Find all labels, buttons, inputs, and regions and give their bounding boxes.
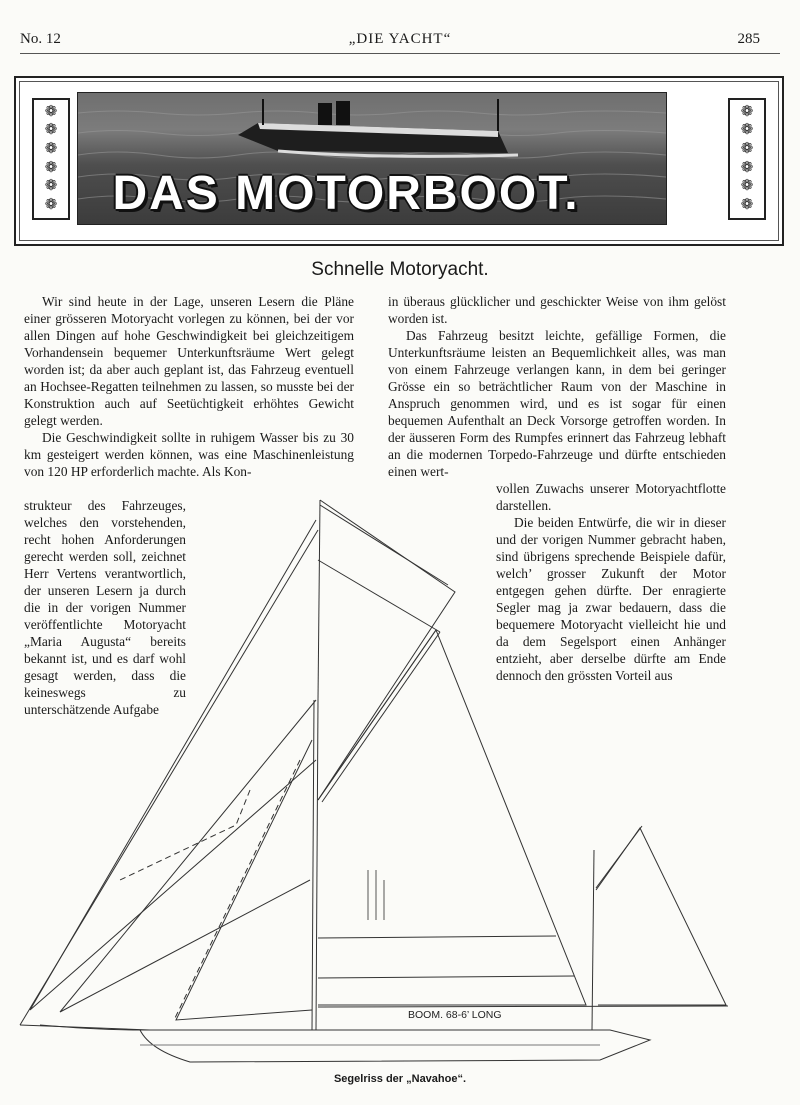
- boom: [318, 1006, 728, 1007]
- paragraph: Das Fahrzeug besitzt leichte, gefällige Formen, die Unterkunftsräume leisten an Bequemlichkeit alles, was man von einem Fahrzeuge verlangen kann, in dem bei geringer Grösse ein so beträchtlicher Raum von der Maschine in Anspruch genommen wird, und es ist sogar für einen bequemen Aufenthalt an Deck Vorsorge getroffen worden. In der äusseren Form des Rumpfes erinnert das Fahrzeug lebhaft an die modernen Torpedo-Fahrzeuge und dürfte entschieden einen wert-: [388, 328, 726, 479]
- banner-title: DAS MOTORBOOT.: [112, 167, 580, 220]
- hull-outline: [40, 1025, 650, 1062]
- mizzen-mast: [592, 850, 594, 1030]
- article-headline: Schnelle Motoryacht.: [311, 259, 489, 280]
- bowsprit: [20, 1025, 150, 1030]
- paragraph: in überaus glücklicher und geschickter Weise von ihm gelöst worden ist.: [388, 294, 726, 326]
- right-ornament: ❁ ❁ ❁ ❁ ❁ ❁: [728, 98, 766, 220]
- left-ornament: ❁ ❁ ❁ ❁ ❁ ❁: [32, 98, 70, 220]
- paragraph: vollen Zuwachs unserer Motoryachtflotte darstellen.: [496, 481, 726, 513]
- boom-length-label: BOOM. 68-6’ LONG: [408, 1009, 502, 1021]
- page-number: 285: [737, 31, 760, 47]
- paragraph: strukteur des Fahrzeuges, welches den vorstehenden, recht hohen Anforderungen gerecht werden soll, zeichnet Herr Vertens verantwortlich, der unseren Lesern ja durch die in der vorigen Nummer veröffentlichte Motoryacht „Maria Augusta“ bereits bekannt ist, und es darf wohl gesagt werden, dass die keineswegs zu unterschätzende Aufgabe: [24, 498, 186, 717]
- mainsail: [318, 630, 586, 1005]
- paragraph: Die Geschwindigkeit sollte in ruhigem Wasser bis zu 30 km gesteigert werden können, was eine Maschinenleistung von 120 HP erforderlich machte. Als Kon-: [24, 430, 354, 479]
- paragraph: Die beiden Entwürfe, die wir in dieser und der vorigen Nummer gebracht haben, sind übrigens sprechende Beispiele dafür, welch’ grosser Zukunft der Motor entgegen gehen dürfte. Der enragierte Segler mag ja zwar bedauern, dass die bequemere Motoryacht vielleicht hie und da dem Segelsport einen Anhänger entzieht, aber derselbe dürfte am Ende dennoch den grössten Vorteil aus: [496, 515, 726, 683]
- main-mast: [316, 700, 318, 1030]
- top-mast: [318, 500, 320, 700]
- foresail: [176, 740, 312, 1020]
- issue-number: No. 12: [20, 31, 61, 47]
- paragraph: Wir sind heute in der Lage, unseren Lesern die Pläne einer grösseren Motoryacht vorlegen zu können, bei der vor allen Dingen auf hohe Geschwindigkeit bei gleichzeitigem Vorhandensein bequemer Unterkunftsräume Wert gelegt worden ist; da aber auch geplant ist, das Fahrzeug eventuell an Hochsee-Regatten teilnehmen zu lassen, so musste bei der Konstruktion auch auf Seetüchtigkeit erhöhtes Gewicht gelegt werden.: [24, 294, 354, 428]
- journal-title: „DIE YACHT“: [348, 31, 452, 47]
- topsail: [318, 500, 455, 800]
- mizzen-sail: [596, 828, 726, 1005]
- figure-caption: Segelriss der „Navahoe“.: [333, 1073, 467, 1085]
